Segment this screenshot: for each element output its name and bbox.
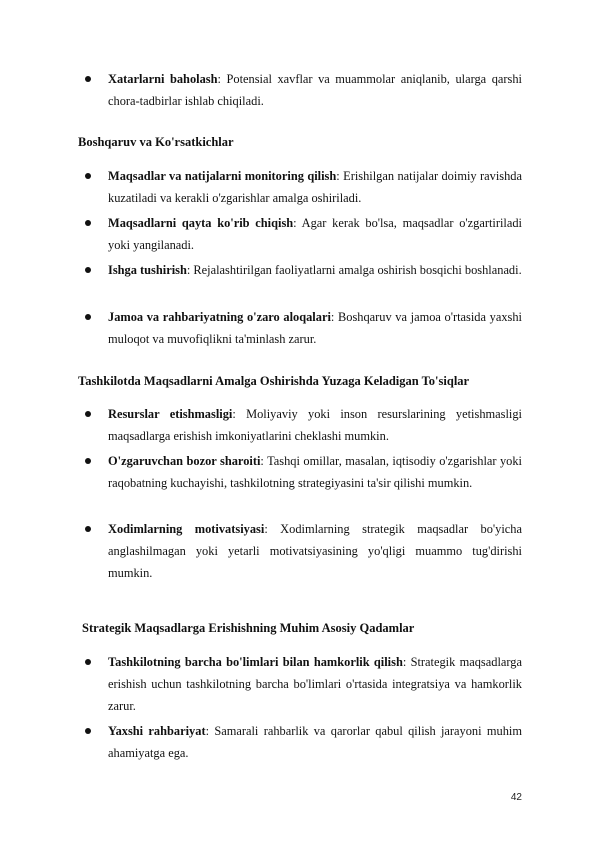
list-item-body: : Potensial xavflar va muammolar aniqlanib, ularga qarshi chora-tadbirlar ishlab chiqiladi. (108, 72, 522, 109)
list-item-text (85, 212, 522, 256)
bullet-icon (85, 220, 91, 226)
list-item-term: O'zgaruvchan bozor sharoiti (108, 454, 261, 468)
list-item-text (85, 450, 522, 494)
list-item-body: : Agar kerak bo'lsa, maqsadlar o'zgartiriladi yoki yangilanadi. (108, 216, 522, 253)
list-item-term: Xodimlarning motivatsiyasi (108, 522, 265, 536)
list-item-term: Maqsadlar va natijalarni monitoring qilish (108, 169, 337, 183)
list-item-term: Resurslar etishmasligi (108, 407, 233, 421)
list-item-risk-assessment (85, 68, 522, 112)
list-item-text (85, 259, 522, 281)
list-item-body: : Erishilgan natijalar doimiy ravishda kuzatiladi va kerakli o'zgarishlar amalga oshiriladi. (108, 169, 522, 206)
list-item-term: Maqsadlarni qayta ko'rib chiqish (108, 216, 294, 230)
list-item-revision (85, 212, 522, 256)
list-item-leadership (85, 720, 522, 764)
list-item-resources (85, 403, 522, 447)
list-item-body: : Tashqi omillar, masalan, iqtisodiy o'zgarishlar yoki raqobatning kuchayishi, tashkilotning strategiyasini ta'sir qilishi mumkin. (108, 454, 522, 491)
list-item-term: Ishga tushirish (108, 263, 187, 277)
list-item-launch (85, 259, 522, 281)
bullet-icon (85, 314, 91, 320)
list-item-body: : Samarali rahbarlik va qarorlar qabul qilish jarayoni muhim ahamiyatga ega. (108, 724, 522, 761)
list-item-text (85, 306, 522, 350)
list-item-body: : Moliyaviy yoki inson resurslarining yetishmasligi maqsadlarga erishish imkoniyatlarini cheklashi mumkin. (108, 407, 522, 444)
bullet-icon (85, 173, 91, 179)
list-item-body: : Rejalashtirilgan faoliyatlarni amalga oshirish bosqichi boshlanadi. (186, 263, 522, 277)
list-item-text (85, 720, 522, 764)
bullet-icon (85, 411, 91, 417)
bullet-icon (85, 267, 91, 273)
bullet-icon (85, 76, 91, 82)
section-heading-obstacles: Tashkilotda Maqsadlarni Amalga Oshirishda Yuzaga Keladigan To'siqlar (78, 374, 470, 388)
list-item-term: Yaxshi rahbariyat (108, 724, 206, 738)
list-item-text (85, 68, 522, 112)
bullet-icon (85, 728, 91, 734)
list-item-term: Xatarlarni baholash (108, 72, 218, 86)
list-item-market (85, 450, 522, 494)
list-item-text (85, 165, 522, 209)
list-item-monitoring (85, 165, 522, 209)
page-number: 42 (510, 792, 522, 803)
bullet-icon (85, 659, 91, 665)
list-item-text (85, 518, 522, 585)
list-item-text (85, 403, 522, 447)
bullet-icon (85, 526, 91, 532)
list-item-team-relations (85, 306, 522, 350)
list-item-body: : Strategik maqsadlarga erishish uchun tashkilotning barcha bo'limlari o'rtasida integratsiya va hamkorlik zarur. (108, 655, 522, 714)
list-item-motivation (85, 518, 522, 585)
list-item-body: : Xodimlarning strategik maqsadlar bo'yicha anglashilmagan yoki yetarli motivatsiyasining yo'qligi muammo tug'dirishi mumkin. (108, 522, 523, 581)
bullet-icon (85, 458, 91, 464)
section-heading-management: Boshqaruv va Ko'rsatkichlar (78, 135, 234, 149)
list-item-term: Jamoa va rahbariyatning o'zaro aloqalari (108, 310, 331, 324)
list-item-body: : Boshqaruv va jamoa o'rtasida yaxshi muloqot va muvofiqlikni ta'minlash zarur. (108, 310, 522, 347)
list-item-term: Tashkilotning barcha bo'limlari bilan hamkorlik qilish (108, 655, 403, 669)
list-item-cooperation (85, 651, 522, 718)
section-heading-key-steps: Strategik Maqsadlarga Erishishning Muhim Asosiy Qadamlar (82, 621, 415, 635)
list-item-text (85, 651, 522, 718)
